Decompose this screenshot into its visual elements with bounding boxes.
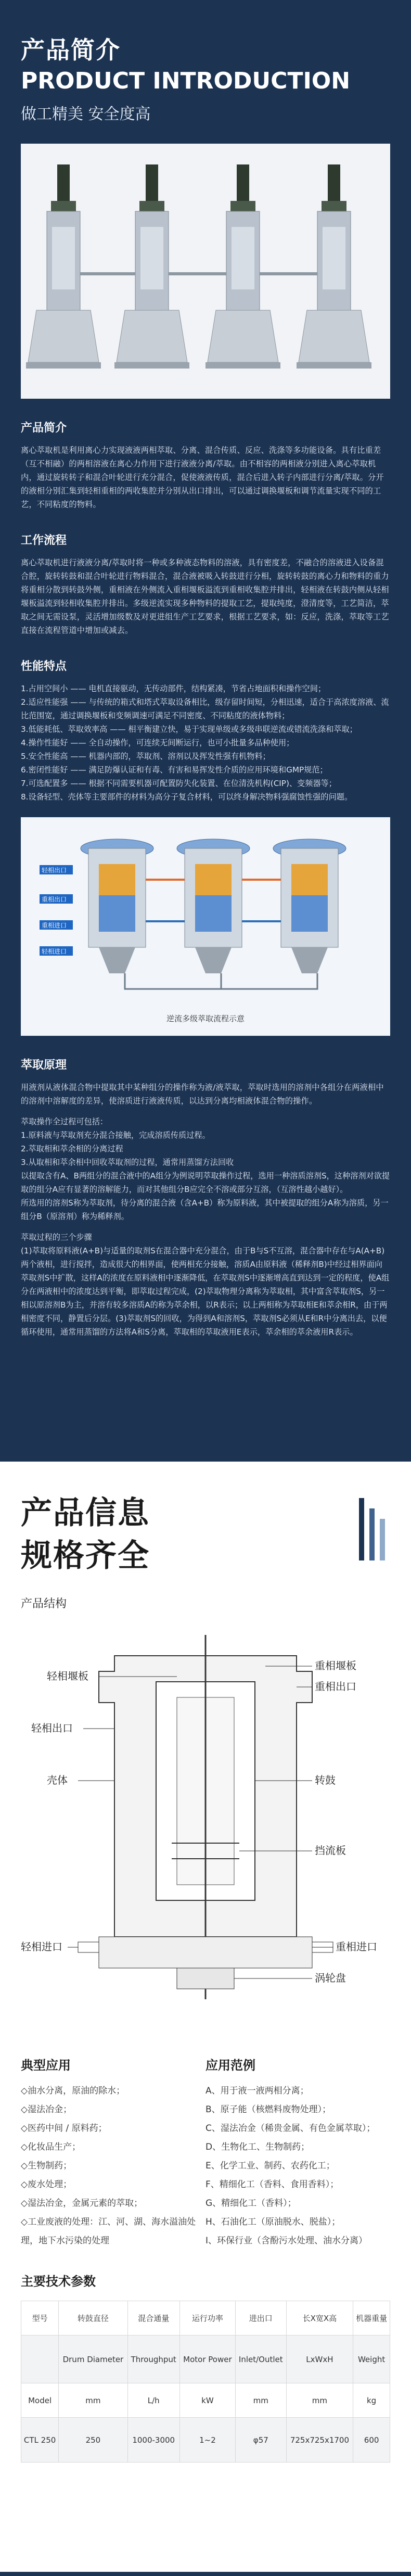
label-rotor: 转鼓	[315, 1774, 336, 1786]
features-list	[21, 682, 390, 804]
applications-block	[21, 2057, 390, 2250]
table-cell: Throughput	[127, 2336, 179, 2383]
label-heavy-weir: 重相堰板	[315, 1659, 356, 1672]
table-cell: CTL 250	[21, 2418, 59, 2463]
feature-item: 4.操作性能好 —— 全自动操作，可连续无间断运行，也可小批量多品种使用；	[21, 738, 294, 747]
table-cell	[21, 2336, 59, 2383]
steps-heading: 萃取过程的三个步骤	[21, 1233, 92, 1242]
table-cell: mm	[286, 2383, 353, 2418]
label-shell: 壳体	[47, 1774, 68, 1786]
label-heavy-in: 重相进口	[336, 1940, 377, 1953]
page-title: 产品简介	[21, 36, 121, 64]
table-row	[21, 2383, 390, 2418]
list-item: 3.从取相和萃余相中回收萃取剂的过程，通常用蒸馏方法回收	[21, 1158, 234, 1167]
table-cell: 进出口	[235, 2301, 286, 2336]
table-cell: 型号	[21, 2301, 59, 2336]
table-cell: 运行功率	[179, 2301, 235, 2336]
case-item: C、湿法冶金（稀贵金属、有色金属萃取）；	[206, 2123, 376, 2134]
steps-block	[21, 1230, 390, 1339]
table-cell: 600	[353, 2418, 390, 2463]
structure-heading: 产品结构	[21, 1597, 67, 1610]
table-cell: φ57	[235, 2418, 286, 2463]
params-heading: 主要技术参数	[21, 2274, 96, 2289]
structure-diagram	[21, 1625, 390, 2036]
table-cell: Model	[21, 2383, 59, 2418]
feature-item: 5.安全性能高 —— 机器内部的，萃取剂、溶剂以及挥发性强有机物料；	[21, 752, 271, 761]
section-heading-features: 性能特点	[21, 660, 67, 673]
table-header-row	[21, 2301, 390, 2336]
table-cell: 机器重量	[353, 2301, 390, 2336]
decorative-bars-icon	[354, 1498, 390, 1560]
table-cell: Weight	[353, 2336, 390, 2383]
case-item: A、用于液一液两相分离；	[206, 2086, 309, 2096]
case-item: G、精细化工（香料）；	[206, 2198, 297, 2209]
app-item: ◇湿法冶金；	[21, 2104, 72, 2115]
typical-apps-column	[21, 2057, 206, 2250]
table-cell: mm	[59, 2383, 127, 2418]
app-item: ◇医药中间 / 原料药；	[21, 2123, 107, 2134]
principle-list	[21, 1115, 390, 1223]
info-title-line-1: 产品信息	[21, 1495, 150, 1531]
footer-bar	[0, 2572, 411, 2576]
label-light-out: 轻相出口	[31, 1722, 73, 1734]
table-row	[21, 2336, 390, 2383]
label-heavy-in: 重相进口	[42, 922, 67, 929]
label-baffle: 挡流板	[315, 1844, 346, 1857]
multistage-flow-diagram	[21, 817, 390, 1036]
feature-item: 3.低能耗低、萃取效率高 —— 相平衡建立快，易于实现单级或多级串联逆流或错流洗涤和萃取；	[21, 725, 357, 734]
app-item: ◇湿法冶金，金属元素的萃取；	[21, 2198, 143, 2209]
table-cell: 混合通量	[127, 2301, 179, 2336]
app-item: ◇工业废液的处理：江、河、湖、海水溢油处理，地下水污染的处理	[21, 2217, 196, 2246]
label-heavy-out: 重相出口	[315, 1680, 356, 1693]
label-heavy-out: 重相出口	[42, 896, 67, 903]
product-photo	[21, 144, 390, 399]
centrifugal-extractor-illustration	[21, 144, 390, 399]
table-cell: Motor Power	[179, 2336, 235, 2383]
table-cell: L/h	[127, 2383, 179, 2418]
table-cell: Drum Diameter	[59, 2336, 127, 2383]
workflow-paragraph: 离心萃取机进行液液分离/萃取时将一种或多种液态物料的溶液，具有密度差，不融合的溶液进入设备混合腔，旋转转鼓和混合叶轮进行物料混合，混合液被吸入转鼓进行分相，旋转转鼓的离心力和物料的重力将重相分散到转鼓外侧，重相液在外侧流入重相堰板溢流到重相收集腔并排出，轻相液在转鼓内侧从轻相堰板溢流到轻相收集腔并排出。多级逆流实现多种物料的提取工艺，提取纯度，澄清度等，工艺简洁，萃取之间无需设泵，灵活增加级数及对更进组生产工艺要求，根据工艺要求，如：反应，洗涤，萃取等工艺直接在流程管道中增加或减去。	[21, 558, 389, 635]
cases-column	[206, 2057, 390, 2250]
feature-item: 6.密闭性能好 —— 满足防爆认证和有毒、有害和易挥发性介质的应用环境和GMP规范；	[21, 765, 328, 775]
app-item: ◇生物制药；	[21, 2161, 72, 2171]
label-vortex: 涡轮盘	[315, 1972, 346, 1984]
app-item: ◇废水处理；	[21, 2179, 72, 2190]
table-cell: kW	[179, 2383, 235, 2418]
table-cell: LxWxH	[286, 2336, 353, 2383]
table-cell: 1~2	[179, 2418, 235, 2463]
typical-apps-heading: 典型应用	[21, 2058, 71, 2073]
section-heading-principle: 萃取原理	[21, 1059, 67, 1072]
label-light-in: 轻相进口	[21, 1940, 62, 1953]
diagram-caption: 逆流多级萃取流程示意	[166, 1014, 245, 1023]
slogan: 做工精美 安全度高	[21, 105, 151, 123]
feature-item: 8.设备轻型、壳体等主要部件的材料为高分子复合材料，可以终身解决物料强腐蚀性强的问题。	[21, 792, 353, 802]
table-cell: 转鼓直径	[59, 2301, 127, 2336]
case-item: D、生物化工、生物制药；	[206, 2142, 310, 2152]
app-item: ◇油水分离，原油的除水；	[21, 2086, 125, 2096]
list-item: 所选用的溶剂S称为萃取剂，待分离的混合液（含A+B）称为原料液，其中被提取的组分A称为溶质，另一组分B（原溶剂）称为稀释剂。	[21, 1198, 389, 1221]
table-cell: 725x725x1700	[286, 2418, 353, 2463]
intro-paragraph: 离心萃取机是利用离心力实现液液两相萃取、分离、混合传质、反应、洗涤等多功能设备。具有比重差（互不相融）的两相溶液在离心力作用下进行液液分离/萃取。由不相容的两相液分别进入离心萃取机内，通过旋转转子和混合叶轮进行充分混合，促使液液传质，混合后进入转子内部进行分离/萃取。分开的液相分别汇集到轻相重相的两收集腔并分别从出口排出，可以通过调换堰板和调节流量实现不同的工艺，不同粘度的物料。	[21, 446, 384, 509]
list-item: 2.萃取相和萃余相的分离过程	[21, 1144, 123, 1153]
params-table	[21, 2301, 390, 2463]
case-item: H、石油化工（原油脱水、脱盐）；	[206, 2217, 341, 2227]
table-cell: Inlet/Outlet	[235, 2336, 286, 2383]
label-light-weir: 轻相堰板	[47, 1670, 88, 1682]
table-cell: mm	[235, 2383, 286, 2418]
app-item: ◇化妆品生产；	[21, 2142, 81, 2152]
table-cell: kg	[353, 2383, 390, 2418]
case-item: E、化学工业、制药、农药化工；	[206, 2161, 335, 2171]
table-cell: 长X宽X高	[286, 2301, 353, 2336]
list-item: 1.原料液与萃取剂充分混合接触，完成溶质传质过程。	[21, 1131, 210, 1140]
case-item: I、环保行业（含酚污水处理、油水分离）	[206, 2236, 368, 2246]
page-subtitle: PRODUCT INTRODUCTION	[21, 68, 351, 94]
section-heading-intro: 产品简介	[21, 422, 67, 435]
feature-item: 1.占用空间小 —— 电机直接驱动，无传动部件，结构紧凑，节省占地面积和操作空间；	[21, 684, 326, 693]
principle-paragraph: 用液剂从液体混合物中提取其中某种组分的操作称为液/液萃取，萃取时选用的溶剂中各组分在两液相中的溶剂中溶解度的差异，使溶质进行液液传质，以达到分离均相液体混合物的操作。	[21, 1083, 384, 1106]
table-cell: 250	[59, 2418, 127, 2463]
section-heading-workflow: 工作流程	[21, 534, 67, 547]
case-item: F、精细化工（香料、食用香料）；	[206, 2179, 339, 2190]
list-heading: 萃取操作全过程可包括：	[21, 1117, 108, 1126]
label-light-in: 轻相进口	[42, 948, 67, 955]
feature-item: 7.可选配置多 —— 根据不同需要机器可配置防失化装置、在位清洗机构(CIP)、变频器等；	[21, 779, 337, 788]
table-row	[21, 2418, 390, 2463]
steps-paragraph: (1)萃取将原料液(A+B)与适量的取剂S在混合器中充分混合，由于B与S不互溶，混合器中存在与A(A+B)两个液相，进行搅拌，造成很大的相界面，使两相充分接触，溶质A由原料液（稀释剂B)中经过相界面向萃取剂S中扩散，这样A的浓度在原料液相中逐渐降低，在萃取剂S中逐渐增高直到达到一定的程度，使A组分在两液相中的浓度达到平衡，即萃取过程完成，(2)萃取物理分离称为萃取相，其中富含萃取剂S，另一相以原溶剂B为主，并溶有较多溶质A的称为萃余相，以R表示；以上两相称为萃取相E和萃余相R，由于两相密度不同，静置后分层。(3)萃取剂S的回收，为得到A和溶剂S，萃取剂S必须从E和R中分离出去，以便循环使用，通常用蒸馏的方法将A和S分离，萃取相的萃取液用E表示，萃余相的萃余液用R表示。	[21, 1246, 390, 1337]
info-title-line-2: 规格齐全	[21, 1538, 150, 1574]
cases-heading: 应用范例	[206, 2058, 255, 2073]
label-light-out: 轻相出口	[42, 867, 67, 874]
table-cell: 1000-3000	[127, 2418, 179, 2463]
feature-item: 2.适应性能强 —— 与传统的箱式和塔式萃取设备相比，级存留时间短，分相迅速，适合于高浓度溶液、流比范围宽，通过调换堰板和变频调速可满足不同密度、不同粘度的液体物料；	[21, 697, 389, 720]
list-item: 以提取含有A、B两组分的混合液中的A组分为例说明萃取操作过程，选用一种溶质溶剂S，这种溶剂对欲提取的组分A应有显著的溶解能力，而对其他组分B应完全不溶或部分互溶，（互溶性越小越好）。	[21, 1171, 390, 1194]
product-info-section	[0, 1462, 411, 2576]
case-item: B、原子能（核燃料废物处理）；	[206, 2104, 331, 2115]
